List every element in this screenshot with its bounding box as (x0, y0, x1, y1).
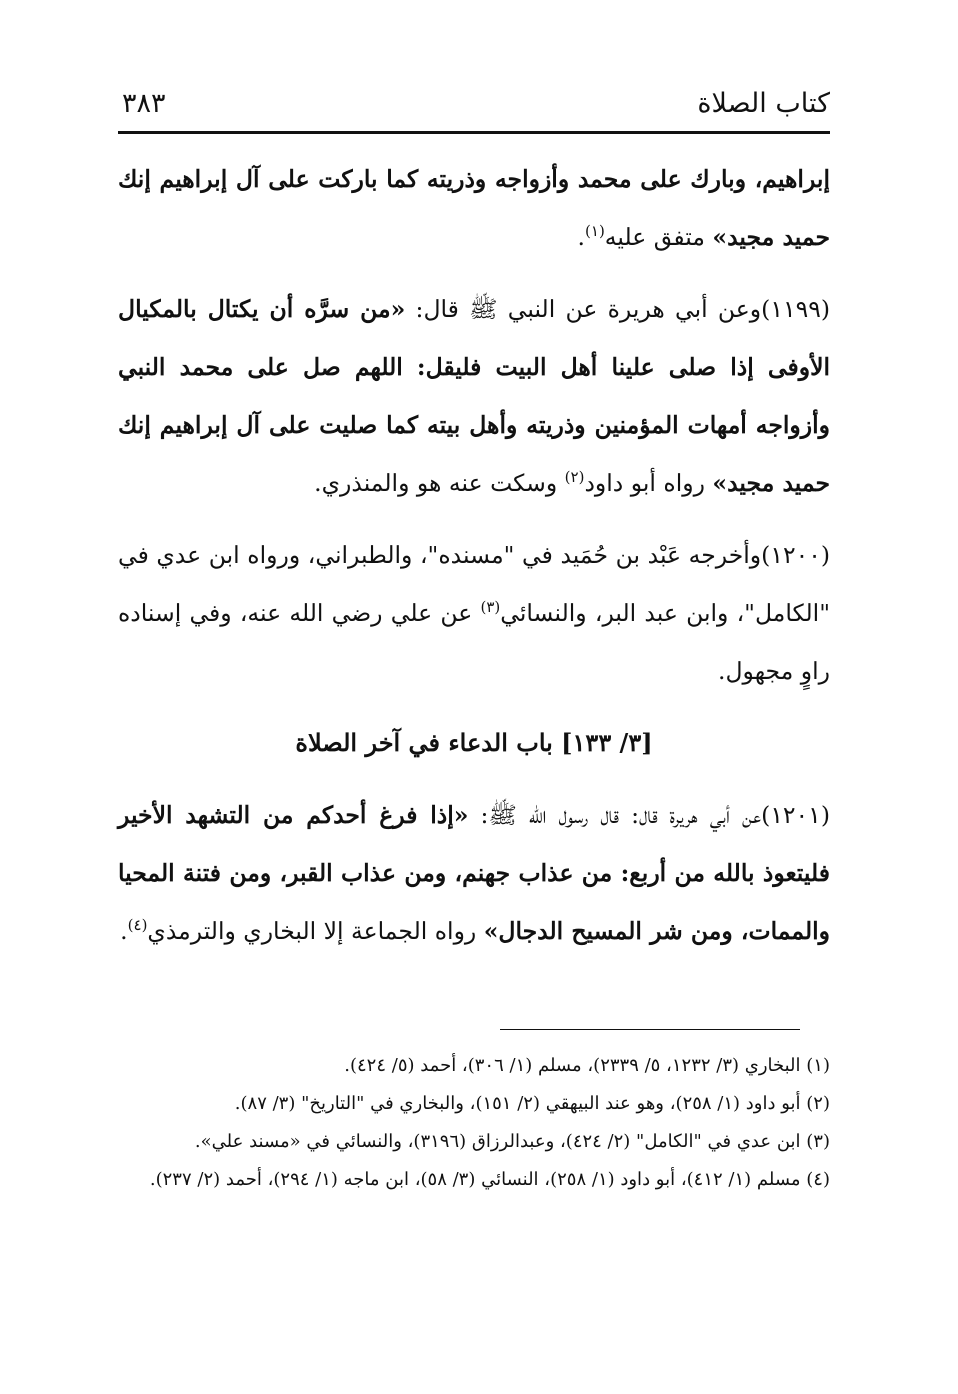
hadith-number: (١٢٠١) (761, 801, 830, 829)
hadith-1199 (118, 280, 830, 512)
footnote-separator (500, 1029, 800, 1030)
quote-text: إبراهيم، وبارك على محمد وأزواجه وذريته كما باركت على آل إبراهيم إنك حميد مجيد» (118, 165, 830, 251)
paragraph-text: عن أبي هريرة قال: قال رسول الله ﷺ: (468, 801, 762, 829)
hadith-1200 (118, 526, 830, 700)
footnote-4: (٤) مسلم (١/ ٤١٢)، أبو داود (١/ ٢٥٨)، النسائي (٣/ ٥٨)، ابن ماجه (١/ ٢٩٤)، أحمد (٢/ ٢٣٧). (149, 1169, 830, 1190)
hadith-number: (١٢٠٠) (761, 541, 830, 569)
paragraph-tail: عن علي رضي الله عنه، وفي إسناده راوٍ مجهول. (118, 599, 830, 685)
footnotes (118, 1048, 830, 1200)
paragraph-tail: . (120, 917, 128, 945)
paragraph-text: رواه أبو داود (584, 469, 713, 497)
footnote-ref[interactable]: (١) (585, 222, 605, 241)
running-header (118, 88, 830, 130)
footnote-ref[interactable]: (٤) (127, 916, 148, 935)
paragraph-text: متفق عليه (604, 223, 713, 251)
paragraph-tail: وسكت عنه هو والمنذري. (314, 469, 565, 497)
quote-text: «من سرَّه أن يكتال بالمكيال الأوفى إذا صلى علينا أهل البيت فليقل: اللهم صل على محمد النبي وأزواجه أمهات المؤمنين وذريته وأهل بيته كما صليت على آل إبراهيم إنك حميد مجيد» (118, 295, 830, 497)
hadith-number: (١١٩٩) (761, 295, 830, 323)
paragraph-tail: . (577, 223, 586, 251)
footnote-1: (١) البخاري (٣/ ١٢٣٢، ٥/ ٢٣٣٩)، مسلم (١/ ٣٠٦)، أحمد (٥/ ٤٢٤). (344, 1055, 830, 1076)
paragraph (118, 150, 830, 266)
section-heading: [٣/ ١٣٣] باب الدعاء في آخر الصلاة (295, 728, 653, 757)
footnote-3: (٣) ابن عدي في "الكامل" (٢/ ٤٢٤)، وعبدالرزاق (٣١٩٦)، والنسائي في «مسند علي». (194, 1131, 830, 1152)
hadith-1201 (118, 786, 830, 960)
paragraph-text: وعن أبي هريرة عن النبي ﷺ قال: (405, 295, 762, 323)
footnote-ref[interactable]: (٣) (480, 598, 501, 617)
paragraph-text: وأخرجه عَبْد بن حُمَيد في "مسنده"، والطبراني، ورواه ابن عدي في "الكامل"، وابن عبد البر، والنسائي (118, 541, 831, 627)
page-number: ٣٨٣ (122, 88, 166, 119)
footnote-ref[interactable]: (٢) (564, 468, 585, 487)
chapter-title: كتاب الصلاة (697, 88, 830, 119)
quote-text: «إذا فرغ أحدكم من التشهد الأخير فليتعوذ بالله من أربع: من عذاب جهنم، ومن عذاب القبر، ومن فتنة المحيا والممات، ومن شر المسيح الدجال» (118, 801, 830, 945)
main-text (118, 150, 830, 974)
header-rule (118, 131, 830, 134)
footnote-2: (٢) أبو داود (١/ ٢٥٨)، وهو عند البيهقي (٢/ ١٥١)، والبخاري في "التاريخ" (٣/ ٨٧). (234, 1093, 830, 1114)
paragraph-text: رواه الجماعة إلا البخاري والترمذي (147, 917, 484, 945)
